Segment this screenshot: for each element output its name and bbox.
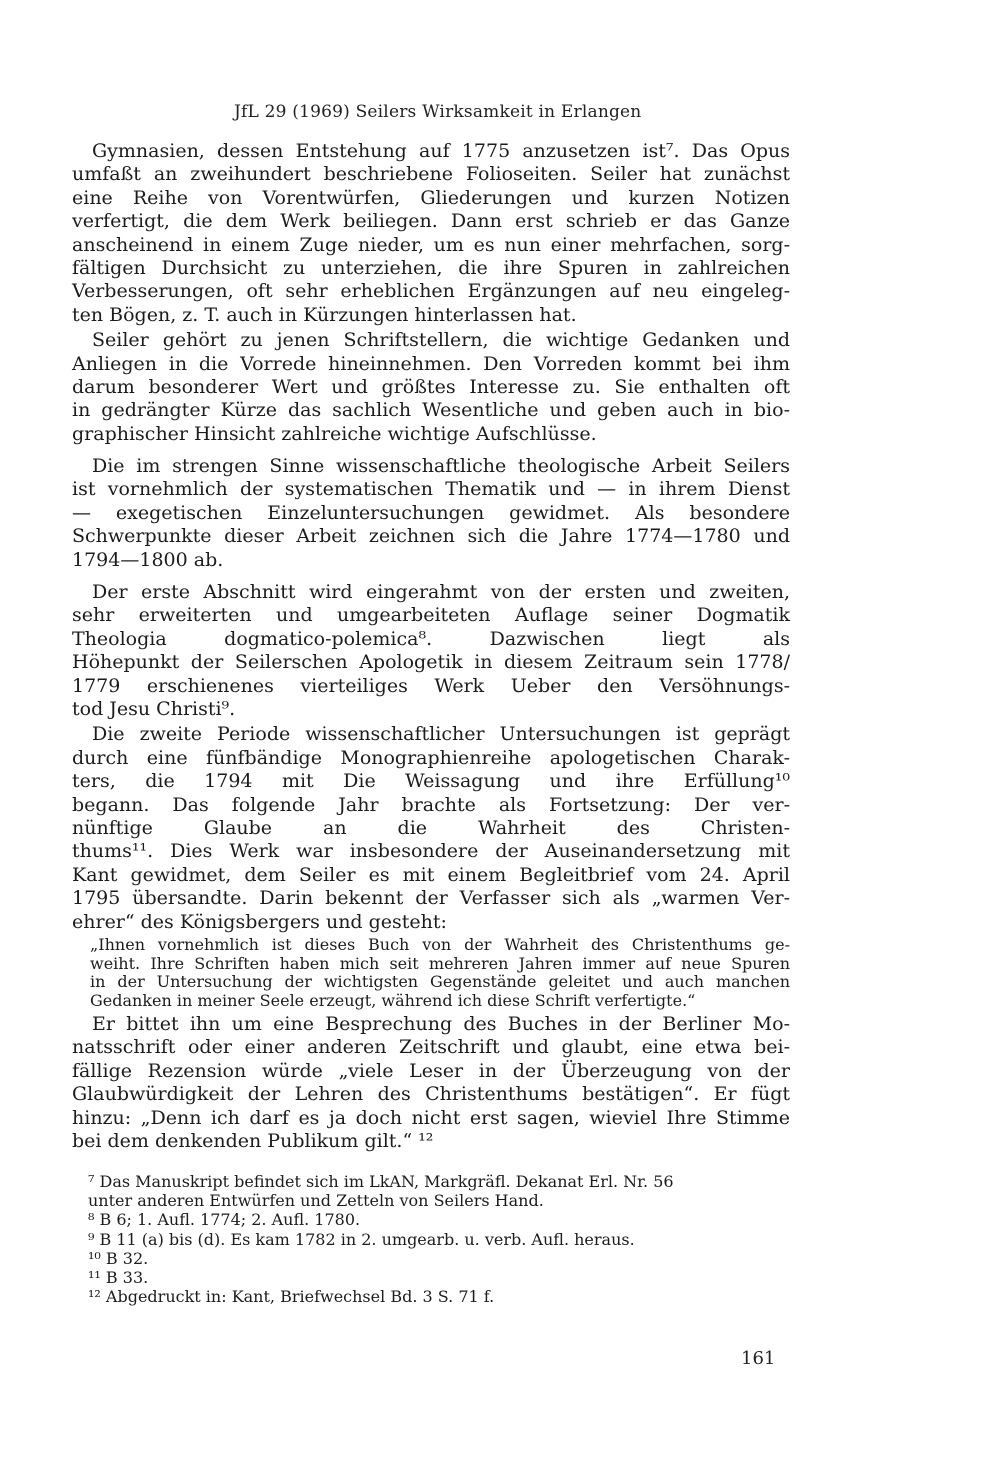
text-line: in gedrängter Kürze das sachlich Wesentliche und geben auch in bio- — [72, 399, 790, 422]
text-line: Glaubwürdigkeit der Lehren des Christenthums bestätigen“. Er fügt — [72, 1083, 790, 1106]
text-line: bei dem denkenden Publikum gilt.“ ¹² — [72, 1130, 434, 1153]
text-line: Seiler gehört zu jenen Schriftstellern, die wichtige Gedanken und — [92, 329, 790, 352]
footnote-line: ⁸ B 6; 1. Aufl. 1774; 2. Aufl. 1780. — [88, 1210, 361, 1230]
text-line: Theologia dogmatico-polemica⁸. Dazwischen liegt als — [72, 627, 790, 650]
text-line: verfertigt, die dem Werk beiliegen. Dann erst schrieb er das Ganze — [72, 210, 790, 233]
text-line: — exegetischen Einzeluntersuchungen gewidmet. Als besondere — [72, 501, 790, 524]
text-line: darum besonderer Wert und größtes Interesse zu. Sie enthalten oft — [72, 375, 790, 398]
paragraph — [72, 1013, 790, 1153]
footnote-line: ⁹ B 11 (a) bis (d). Es kam 1782 in 2. umgearb. u. verb. Aufl. heraus. — [88, 1229, 635, 1249]
text-line: eine Reihe von Vorentwürfen, Gliederungen und kurzen Notizen — [72, 186, 790, 209]
text-line: ters, die 1794 mit Die Weissagung und ihre Erfüllung¹⁰ — [72, 770, 790, 793]
text-line: Die zweite Periode wissenschaftlicher Untersuchungen ist geprägt — [92, 723, 790, 746]
text-line: ehrer“ des Königsbergers und gesteht: — [72, 910, 447, 933]
footnotes — [88, 1172, 790, 1306]
text-line: Er bittet ihn um eine Besprechung des Buches in der Berliner Mo- — [92, 1013, 790, 1036]
footnote-line: ¹⁰ B 32. — [88, 1248, 149, 1268]
paragraph — [72, 581, 790, 721]
text-line: 1794—1800 ab. — [72, 548, 224, 571]
running-head: JfL 29 (1969) Seilers Wirksamkeit in Erlangen — [234, 102, 642, 122]
footnote-line: ⁷ Das Manuskript befindet sich im LkAN, Markgräfl. Dekanat Erl. Nr. 56 — [88, 1172, 674, 1191]
text-line: in der Untersuchung der wichtigsten Gegenstände geleitet und auch manchen — [90, 972, 790, 992]
footnote-line: ¹² Abgedruckt in: Kant, Briefwechsel Bd. 3 S. 71 f. — [88, 1287, 495, 1307]
text-line: durch eine fünfbändige Monographienreihe apologetischen Charak- — [72, 746, 790, 769]
text-line: sehr erweiterten und umgearbeiteten Auflage seiner Dogmatik — [72, 604, 790, 627]
text-line: Verbesserungen, oft sehr erheblichen Ergänzungen auf neu eingeleg- — [72, 280, 790, 303]
text-line: weiht. Ihre Schriften haben mich seit mehreren Jahren immer auf neue Spuren — [90, 953, 790, 973]
text-line: „Ihnen vornehmlich ist dieses Buch von der Wahrheit des Christenthums ge- — [90, 934, 790, 954]
text-line: natsschrift oder einer anderen Zeitschrift und glaubt, eine etwa bei- — [72, 1036, 790, 1059]
text-line: fällige Rezension würde „viele Leser in der Überzeugung von der — [72, 1059, 790, 1082]
text-line: Höhepunkt der Seilerschen Apologetik in diesem Zeitraum sein 1778/ — [72, 651, 790, 674]
paragraph — [72, 723, 790, 934]
text-line: thums¹¹. Dies Werk war insbesondere der Auseinandersetzung mit — [72, 840, 790, 863]
footnote-line: unter anderen Entwürfen und Zetteln von Seilers Hand. — [88, 1191, 544, 1211]
text-line: ten Bögen, z. T. auch in Kürzungen hinterlassen hat. — [72, 303, 577, 326]
text-line: fältigen Durchsicht zu unterziehen, die ihre Spuren in zahlreichen — [72, 256, 790, 279]
text-line: tod Jesu Christi⁹. — [72, 697, 236, 720]
text-line: Anliegen in die Vorrede hineinnehmen. Den Vorreden kommt bei ihm — [72, 352, 790, 375]
text-line: 1795 übersandte. Darin bekennt der Verfasser sich als „warmen Ver- — [72, 887, 790, 910]
text-line: Kant gewidmet, dem Seiler es mit einem Begleitbrief vom 24. April — [72, 863, 790, 886]
text-line: Schwerpunkte dieser Arbeit zeichnen sich die Jahre 1774—1780 und — [72, 525, 790, 548]
text-line: Gymnasien, dessen Entstehung auf 1775 anzusetzen ist⁷. Das Opus — [92, 140, 790, 162]
text-line: anscheinend in einem Zuge nieder, um es nun einer mehrfachen, sorg- — [72, 233, 790, 256]
page-number: 161 — [741, 1348, 776, 1369]
text-line: Gedanken in meiner Seele erzeugt, während ich diese Schrift verfertigte.“ — [90, 991, 696, 1011]
block-quote — [72, 936, 790, 1011]
text-line: umfaßt an zweihundert beschriebene Folioseiten. Seiler hat zunächst — [72, 163, 790, 186]
paragraph — [72, 140, 790, 327]
text-line: Die im strengen Sinne wissenschaftliche theologische Arbeit Seilers — [92, 455, 790, 478]
paragraph — [72, 329, 790, 446]
text-line: begann. Das folgende Jahr brachte als Fortsetzung: Der ver- — [72, 793, 790, 816]
text-line: graphischer Hinsicht zahlreiche wichtige Aufschlüsse. — [72, 422, 597, 445]
text-line: hinzu: „Denn ich darf es ja doch nicht erst sagen, wieviel Ihre Stimme — [72, 1106, 790, 1129]
text-line: Der erste Abschnitt wird eingerahmt von der ersten und zweiten, — [92, 581, 790, 604]
text-line: nünftige Glaube an die Wahrheit des Christen- — [72, 816, 790, 839]
paragraph — [72, 455, 790, 572]
footnote-line: ¹¹ B 33. — [88, 1267, 149, 1287]
body-text — [72, 140, 790, 1153]
text-line: ist vornehmlich der systematischen Thematik und — in ihrem Dienst — [72, 478, 790, 501]
text-line: 1779 erschienenes vierteiliges Werk Ueber den Versöhnungs- — [72, 674, 790, 697]
